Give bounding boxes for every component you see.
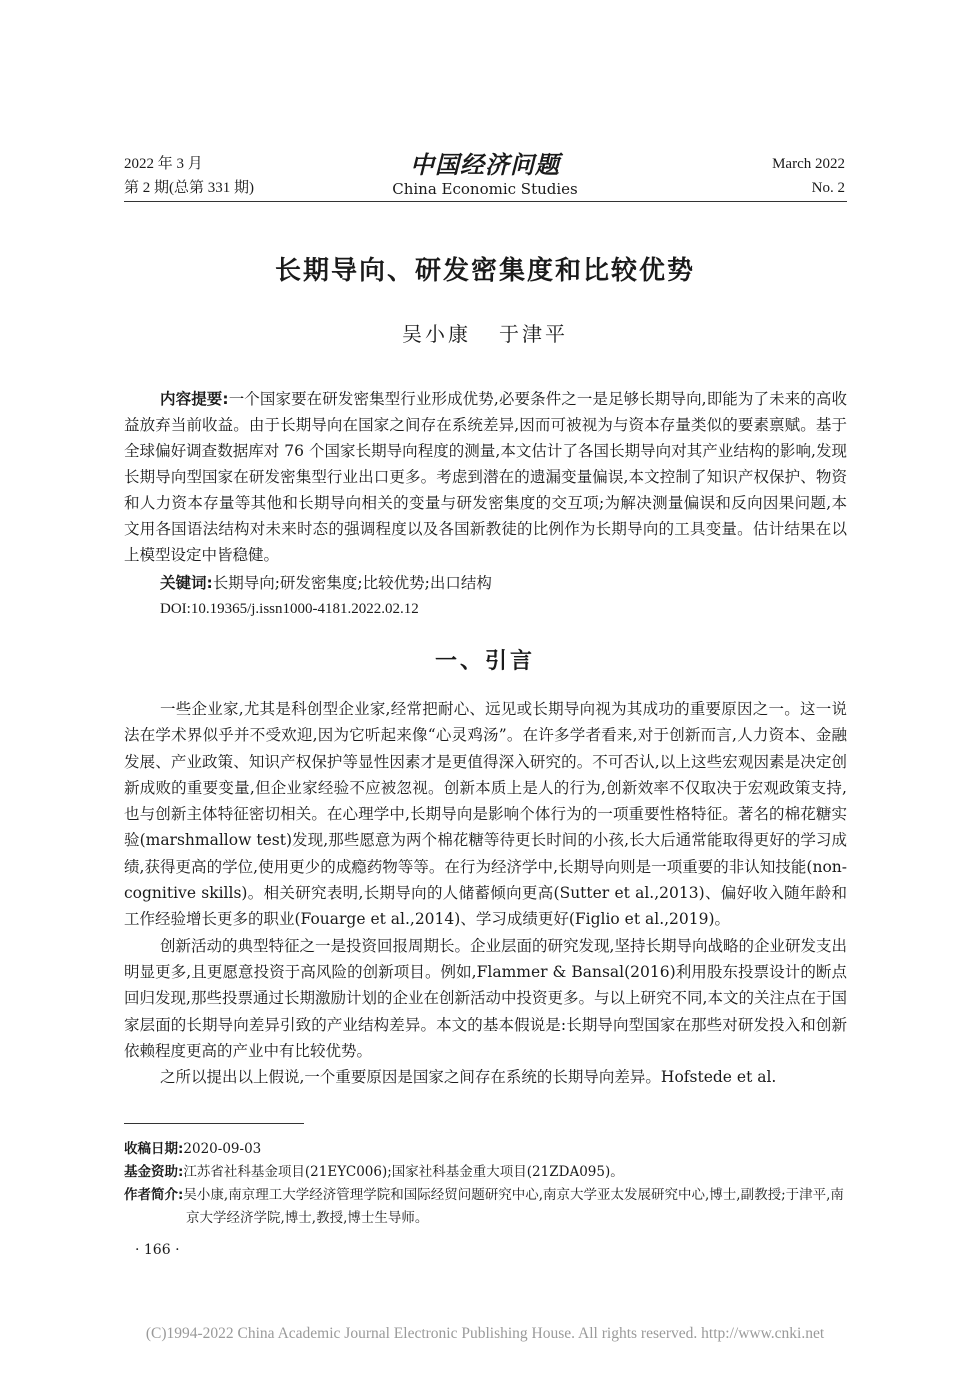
issue-number-cn: 第 2 期(总第 331 期) bbox=[124, 180, 254, 196]
abstract bbox=[124, 386, 847, 568]
article-title: 长期导向、研发密集度和比较优势 bbox=[274, 256, 695, 286]
article-authors bbox=[0, 318, 970, 347]
footnote-rule bbox=[124, 1123, 304, 1124]
fund-label: 基金资助: bbox=[124, 1164, 184, 1180]
author-name: 于津平 bbox=[499, 322, 568, 346]
paragraph: 创新活动的典型特征之一是投资回报周期长。企业层面的研究发现,坚持长期导向战略的企业研发支出明显更多,且更愿意投资于高风险的创新项目。例如,Flammer & Bansal(2016)利用股东投票设计的断点回归发现,那些投票通过长期激励计划的企业在创新活动中投资更多。与以上研究不同,本文的关注点在于国家层面的长期导向差异引致的产业结构差异。本文的基本假说是:长期导向型国家在那些对研发投入和创新依赖程度更高的产业中有比较优势。 bbox=[124, 936, 847, 1060]
author-info-label: 作者简介: bbox=[124, 1187, 184, 1203]
fund-text: 江苏省社科基金项目(21EYC006);国家社科基金重大项目(21ZDA095)。 bbox=[183, 1164, 624, 1180]
received-label: 收稿日期: bbox=[124, 1141, 184, 1157]
issue-date-cn: 2022 年 3 月 bbox=[124, 156, 203, 172]
header-rule bbox=[124, 201, 847, 202]
body-text bbox=[124, 696, 847, 1090]
journal-logo: 中国经济问题 bbox=[410, 150, 560, 179]
abstract-label: 内容提要: bbox=[160, 390, 229, 408]
keywords-text: 长期导向;研发密集度;比较优势;出口结构 bbox=[212, 574, 492, 592]
copyright-watermark: (C)1994-2022 China Academic Journal Electronic Publishing House. All rights reserved. http://www.cnki.net bbox=[145, 1325, 825, 1342]
received-date: 2020-09-03 bbox=[183, 1141, 262, 1157]
section-heading: 一、引言 bbox=[434, 649, 535, 674]
paragraph: 之所以提出以上假说,一个重要原因是国家之间存在系统的长期导向差异。Hofstede et al. bbox=[160, 1068, 777, 1087]
footnote bbox=[124, 1138, 847, 1230]
issue-number-en: No. 2 bbox=[811, 180, 845, 196]
keywords bbox=[160, 570, 492, 596]
author-info-text: 吴小康,南京理工大学经济管理学院和国际经贸问题研究中心,南京大学亚太发展研究中心,博士,副教授;于津平,南京大学经济学院,博士,教授,博士生导师。 bbox=[183, 1187, 844, 1226]
paragraph: 一些企业家,尤其是科创型企业家,经常把耐心、远见或长期导向视为其成功的重要原因之一。这一说法在学术界似乎并不受欢迎,因为它听起来像“心灵鸡汤”。在许多学者看来,对于创新而言,人力资本、金融发展、产业政策、知识产权保护等显性因素才是更值得深入研究的。不可否认,以上这些宏观因素是决定创新成败的重要变量,但企业家经验不应被忽视。创新本质上是人的行为,创新效率不仅取决于宏观政策支持,也与创新主体特征密切相关。在心理学中,长期导向是影响个体行为的一项重要性格特征。著名的棉花糖实验(marshmallow test)发现,那些愿意为两个棉花糖等待更长时间的小孩,长大后通常能取得更好的学习成绩,获得更高的学位,使用更少的成瘾药物等等。在行为经济学中,长期导向则是一项重要的非认知技能(non-cognitive skills)。相关研究表明,长期导向的人储蓄倾向更高(Sutter et al.,2013)、偏好收入随年龄和工作经验增长更多的职业(Fouarge et al.,2014)、学习成绩更好(Figlio et al.,2019)。 bbox=[124, 700, 847, 929]
header-right bbox=[772, 152, 845, 200]
abstract-text: 一个国家要在研发密集型行业形成优势,必要条件之一是足够长期导向,即能为了未来的高收益放弃当前收益。由于长期导向在国家之间存在系统差异,因而可被视为与资本存量类似的要素禀赋。基于全球偏好调查数据库对 76 个国家长期导向程度的测量,本文估计了各国长期导向对其产业结构的影响,发现长期导向型国家在研发密集型行业出口更多。考虑到潜在的遗漏变量偏误,本文控制了知识产权保护、物资和人力资本存量等其他和长期导向相关的变量与研发密集度的交互项;为解决测量偏误和反向因果问题,本文用各国语法结构对未来时态的强调程度以及各国新教徒的比例作为长期导向的工具变量。估计结果在以上模型设定中皆稳健。 bbox=[124, 390, 847, 564]
journal-name-en: China Economic Studies bbox=[392, 180, 578, 198]
keywords-label: 关键词: bbox=[160, 574, 213, 592]
page-number: · 166 · bbox=[135, 1242, 180, 1258]
author-name: 吴小康 bbox=[402, 322, 471, 346]
doi: DOI:10.19365/j.issn1000-4181.2022.02.12 bbox=[160, 601, 419, 617]
issue-date-en: March 2022 bbox=[772, 156, 845, 172]
